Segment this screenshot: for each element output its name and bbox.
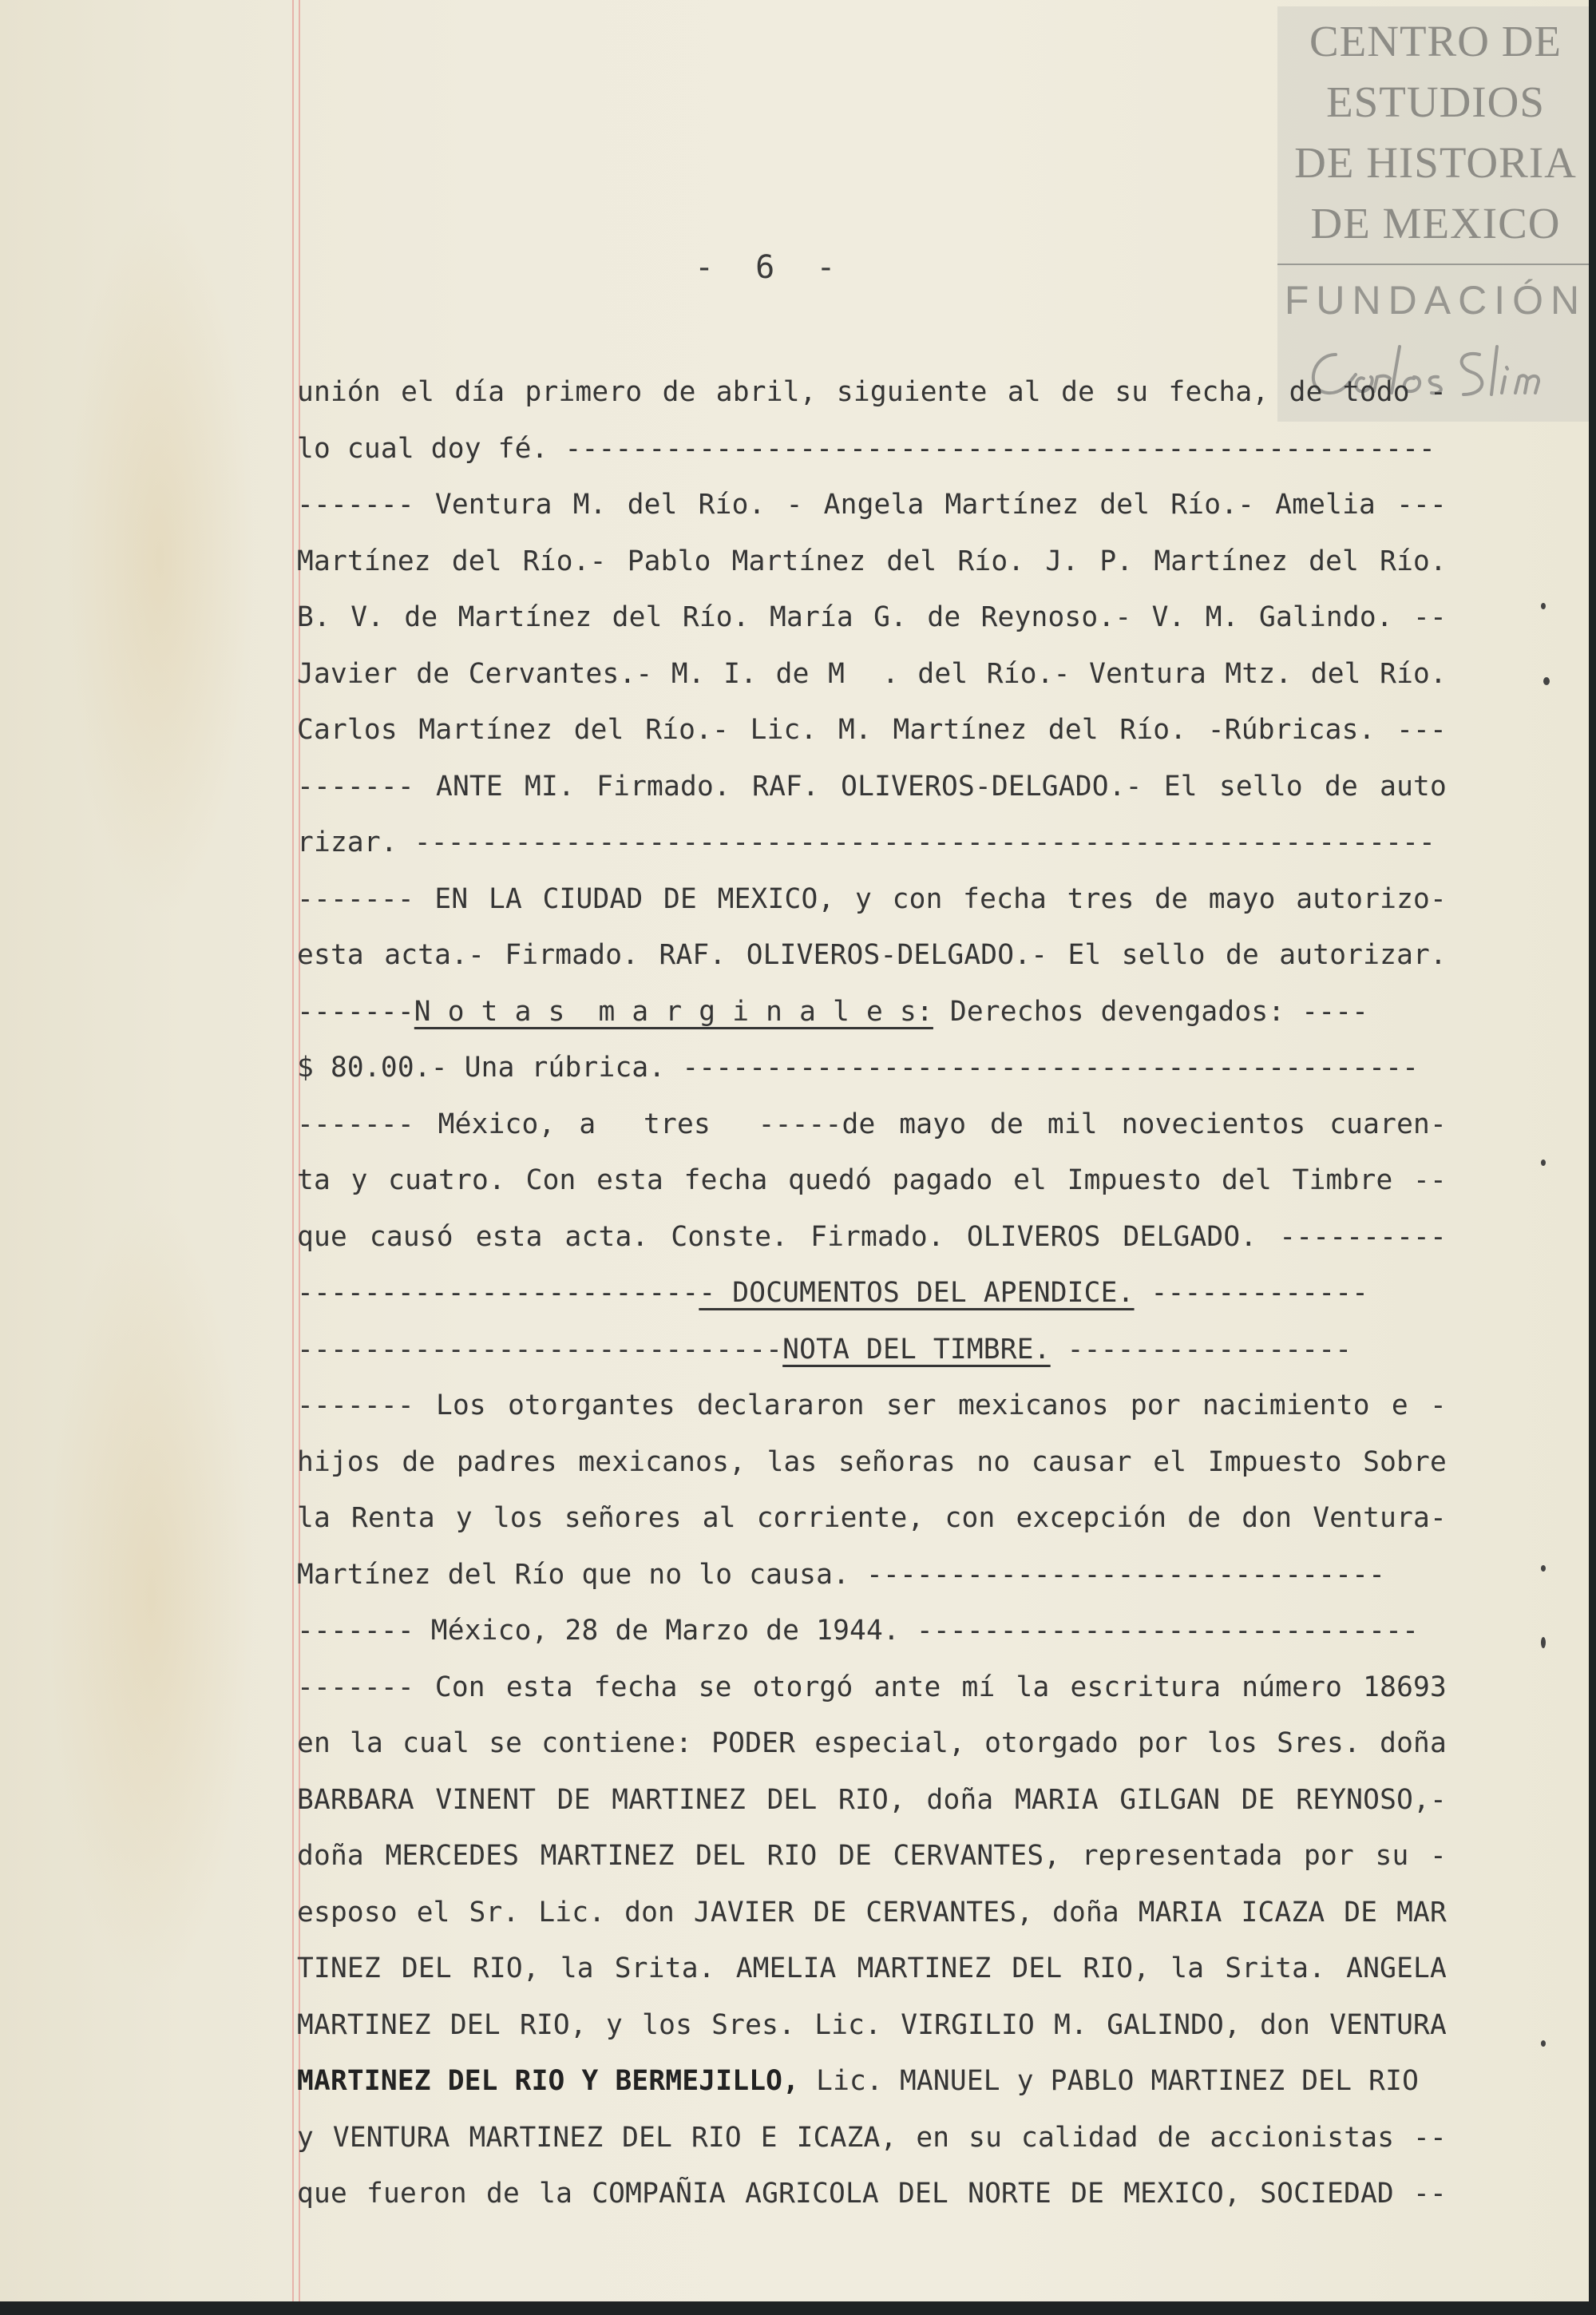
text-segment: ------- Ventura M. del Río. - Angela Martínez del Río.- Amelia ---: [297, 489, 1447, 521]
text-segment: $ 80.00.- Una rúbrica. --------------------------------------------: [297, 1052, 1420, 1084]
text-line: [297, 2110, 1447, 2166]
text-line: [297, 1152, 1447, 1209]
text-line: [297, 477, 1447, 533]
watermark-foundation: FUNDACIÓN: [1284, 278, 1587, 323]
text-line: [297, 1772, 1447, 1829]
archive-watermark: [1277, 6, 1589, 422]
margin-mark: [1543, 677, 1550, 685]
underlined-heading: - DOCUMENTOS DEL APENDICE.: [699, 1277, 1135, 1309]
underlined-heading: NOTA DEL TIMBRE.: [782, 1333, 1051, 1366]
text-line: [297, 1547, 1447, 1603]
text-line: [297, 589, 1447, 646]
text-line: [297, 533, 1447, 590]
paper-stain: [64, 200, 255, 918]
margin-mark: [1541, 603, 1546, 609]
margin-mark: [1541, 1159, 1546, 1166]
text-line: [297, 1490, 1447, 1547]
text-segment: rizar. -------------------------------------------------------------: [297, 827, 1436, 858]
text-line: [297, 1715, 1447, 1772]
text-line: [297, 1885, 1447, 1941]
margin-mark: [1541, 2040, 1546, 2047]
margin-mark: [1541, 1565, 1546, 1572]
text-segment: Derechos devengados: ----: [933, 995, 1369, 1028]
text-segment: hijos de padres mexicanos, las señoras no causar el Impuesto Sobre: [297, 1445, 1447, 1478]
text-line: [297, 421, 1447, 478]
watermark-line: DE MEXICO: [1310, 199, 1561, 248]
text-segment: MARTINEZ DEL RIO, y los Sres. Lic. VIRGILIO M. GALINDO, don VENTURA: [297, 2008, 1447, 2041]
bold-text: MARTINEZ DEL RIO Y BERMEJILLO,: [297, 2065, 800, 2097]
text-segment: unión el día primero de abril, siguiente al de su fecha, de todo -: [297, 376, 1447, 408]
watermark-line: CENTRO DE: [1309, 17, 1562, 65]
text-segment: ------- México, a tres -----de mayo de mil novecientos cuaren-: [297, 1108, 1447, 1140]
text-segment: -----------------------------: [297, 1333, 783, 1366]
margin-mark: [1541, 1637, 1546, 1648]
text-segment: -------------: [1134, 1277, 1369, 1309]
page-number: - 6 -: [695, 249, 847, 286]
text-line: [297, 871, 1447, 928]
text-segment: Lic. MANUEL y PABLO MARTINEZ DEL RIO: [799, 2065, 1420, 2097]
text-segment: lo cual doy fé. ----------------------------------------------------: [297, 432, 1436, 465]
text-line: [297, 984, 1447, 1041]
text-segment: ------- México, 28 de Marzo de 1944. ------------------------------: [297, 1615, 1420, 1647]
text-segment: -----------------: [1050, 1333, 1352, 1366]
underlined-heading: N o t a s m a r g i n a l e s:: [414, 995, 933, 1028]
paper-stain: [48, 1198, 255, 1996]
text-segment: BARBARA VINENT DE MARTINEZ DEL RIO, doña MARIA GILGAN DE REYNOSO,-: [297, 1783, 1447, 1816]
text-line: [297, 1828, 1447, 1885]
margin-line: [292, 0, 294, 2301]
text-segment: la Renta y los señores al corriente, con excepción de don Ventura-: [297, 1502, 1447, 1534]
text-segment: y VENTURA MARTINEZ DEL RIO E ICAZA, en su calidad de accionistas --: [297, 2121, 1447, 2154]
text-segment: doña MERCEDES MARTINEZ DEL RIO DE CERVANTES, representada por su -: [297, 1840, 1447, 1872]
text-line: [297, 2053, 1447, 2110]
text-line: [297, 364, 1447, 421]
text-segment: esta acta.- Firmado. RAF. OLIVEROS-DELGADO.- El sello de autorizar.: [297, 939, 1447, 971]
text-segment: Javier de Cervantes.- M. I. de M . del Río.- Ventura Mtz. del Río.: [297, 657, 1447, 690]
text-segment: ------- Con esta fecha se otorgó ante mí la escritura número 18693: [297, 1671, 1447, 1703]
text-line: [297, 702, 1447, 759]
text-line: [297, 1209, 1447, 1266]
typed-text-body: [297, 364, 1447, 2222]
watermark-line: ESTUDIOS: [1326, 77, 1545, 126]
text-line: [297, 1265, 1447, 1322]
text-line: [297, 646, 1447, 703]
watermark-divider: [1277, 264, 1589, 265]
text-segment: -------: [297, 995, 414, 1028]
text-line: [297, 2166, 1447, 2222]
text-segment: Carlos Martínez del Río.- Lic. M. Martínez del Río. -Rúbricas. ---: [297, 714, 1447, 746]
text-segment: ------- ANTE MI. Firmado. RAF. OLIVEROS-DELGADO.- El sello de auto: [297, 770, 1447, 803]
text-segment: Martínez del Río.- Pablo Martínez del Río. J. P. Martínez del Río.: [297, 545, 1447, 577]
text-line: [297, 1434, 1447, 1491]
text-segment: esposo el Sr. Lic. don JAVIER DE CERVANTES, doña MARIA ICAZA DE MAR: [297, 1896, 1447, 1929]
text-segment: ------- Los otorgantes declararon ser mexicanos por nacimiento e -: [297, 1389, 1447, 1421]
text-segment: TINEZ DEL RIO, la Srita. AMELIA MARTINEZ DEL RIO, la Srita. ANGELA: [297, 1952, 1447, 1984]
text-line: [297, 1603, 1447, 1659]
text-line: [297, 1096, 1447, 1153]
text-segment: ------------------------: [297, 1277, 699, 1309]
text-line: [297, 927, 1447, 984]
text-segment: que causó esta acta. Conste. Firmado. OLIVEROS DELGADO. ----------: [297, 1220, 1447, 1253]
watermark-line: DE HISTORIA: [1294, 138, 1577, 187]
text-line: [297, 1040, 1447, 1096]
text-line: [297, 759, 1447, 815]
text-segment: ------- EN LA CIUDAD DE MEXICO, y con fecha tres de mayo autorizo-: [297, 882, 1447, 915]
text-line: [297, 1997, 1447, 2054]
text-segment: Martínez del Río que no lo causa. -------------------------------: [297, 1558, 1386, 1591]
text-line: [297, 1322, 1447, 1378]
text-line: [297, 1659, 1447, 1716]
text-line: [297, 1940, 1447, 1997]
text-segment: en la cual se contiene: PODER especial, otorgado por los Sres. doña: [297, 1727, 1447, 1759]
text-segment: que fueron de la COMPAÑIA AGRICOLA DEL NORTE DE MEXICO, SOCIEDAD --: [297, 2178, 1447, 2210]
text-segment: ta y cuatro. Con esta fecha quedó pagado el Impuesto del Timbre --: [297, 1164, 1447, 1196]
text-line: [297, 1378, 1447, 1434]
text-segment: B. V. de Martínez del Río. María G. de Reynoso.- V. M. Galindo. --: [297, 601, 1447, 633]
text-line: [297, 815, 1447, 871]
